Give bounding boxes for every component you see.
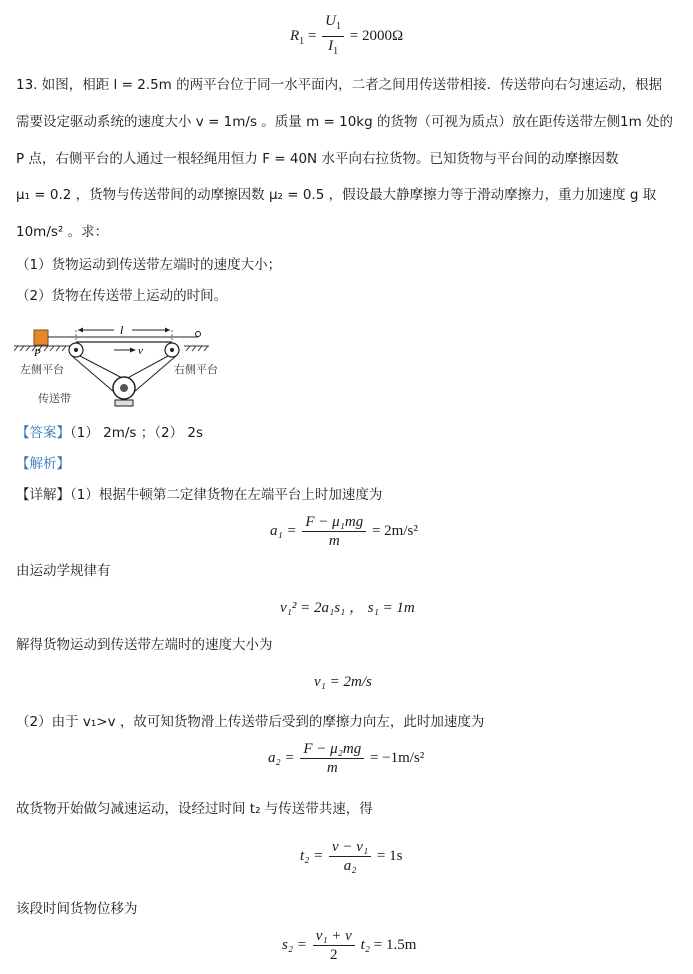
top-eq-fraction xyxy=(322,12,344,61)
eq6-mid: t₂ xyxy=(360,936,370,953)
eq5-den: a₂ xyxy=(343,858,357,874)
top-eq-num: U xyxy=(325,13,336,29)
top-eq-lhs: R xyxy=(290,27,300,44)
equation-2: v₁² = 2a₁s₁ ， s₁ = 1m xyxy=(280,600,415,616)
equation-1 xyxy=(270,513,418,550)
detail-line-5: 故货物开始做匀减速运动，设经过时间 t₂ 与传送带共速，得 xyxy=(16,801,373,817)
top-equation: $R_1$ = $\frac{U_1}{I_1}$ = 2000Ω xyxy=(290,12,403,61)
problem-line-4: μ₁ = 0.2 ，货物与传送带间的动摩擦因数 μ₂ = 0.5 ，假设最大静摩擦力等于滑动摩擦力，重力加速度 g 取 xyxy=(16,187,657,203)
answer-text: （1） 2m/s ；（2） 2s xyxy=(70,425,203,441)
eq5-fraction xyxy=(329,838,371,875)
eq5-rhs: = 1s xyxy=(376,847,403,864)
top-eq-result: = 2000Ω xyxy=(349,27,404,44)
equation-6 xyxy=(282,927,416,964)
eq4-rhs: = −1m/s² xyxy=(369,749,425,766)
problem-line-3: P 点，右侧平台的人通过一根轻绳用恒力 F = 40N 水平向右拉货物。已知货物与平台间的动摩擦因数 xyxy=(16,151,619,167)
equation-3: v₁ = 2m/s xyxy=(314,674,372,690)
top-eq-den-sub: 1 xyxy=(333,46,339,57)
label-right-platform: 右侧平台 xyxy=(174,363,218,376)
left-platform-surface xyxy=(14,346,74,351)
question-2: （2）货物在传送带上运动的时间。 xyxy=(16,288,228,304)
eq6-lhs: s₂ = xyxy=(282,936,307,953)
equation-5 xyxy=(300,838,402,875)
eq6-num: v₁ + v xyxy=(313,927,355,946)
equation-4 xyxy=(268,740,424,777)
eq6-fraction xyxy=(313,927,355,964)
detail-text-1: （1）根据牛顿第二定律货物在左端平台上时加速度为 xyxy=(70,487,383,503)
question-1: （1）货物运动到传送带左端时的速度大小； xyxy=(16,257,282,273)
label-p: P xyxy=(34,347,41,359)
top-eq-num-sub: 1 xyxy=(335,21,341,32)
eq4-num: F − μ₂mg xyxy=(300,740,364,759)
eq4-den: m xyxy=(326,760,338,776)
problem-line-1: 13. 如图，相距 l = 2.5m 的两平台位于同一水平面内，二者之间用传送带相接．传送带向右匀速运动，根据 xyxy=(16,77,663,93)
eq5-lhs: t₂ = xyxy=(300,847,324,864)
top-eq-den: I xyxy=(328,38,334,54)
right-platform-surface xyxy=(184,346,209,351)
detail-line-6: 该段时间货物位移为 xyxy=(16,901,138,917)
label-left-platform: 左侧平台 xyxy=(20,363,64,376)
top-eq-lhs-sub: 1 xyxy=(299,35,305,47)
problem-line-5: 10m/s² 。求： xyxy=(16,224,109,240)
conveyor-diagram xyxy=(14,322,244,414)
drive-base xyxy=(115,400,133,406)
analysis-line xyxy=(16,455,70,473)
eq1-lhs: a₁ = xyxy=(270,522,297,539)
label-v: v xyxy=(138,345,143,357)
detail-line-4: （2）由于 v₁>v ，故可知货物滑上传送带后受到的摩擦力向左，此时加速度为 xyxy=(16,714,485,730)
eq4-lhs: a₂ = xyxy=(268,749,295,766)
detail-line-2: 由运动学规律有 xyxy=(16,563,111,579)
eq5-num: v − v₁ xyxy=(329,838,371,857)
detail-tag: 【详解】 xyxy=(16,487,70,503)
eq6-den: 2 xyxy=(330,947,338,963)
problem-line-2: 需要设定驱动系统的速度大小 v = 1m/s 。质量 m = 10kg 的货物（可视为质点）放在距传送带左侧1m 处的 xyxy=(16,114,674,130)
eq1-rhs: = 2m/s² xyxy=(371,522,418,539)
label-l: l xyxy=(120,323,124,337)
detail-line-3: 解得货物运动到传送带左端时的速度大小为 xyxy=(16,637,273,653)
detail-line-1 xyxy=(16,486,382,504)
eq1-den: m xyxy=(328,533,340,549)
eq1-num: F − μ₁mg xyxy=(302,513,366,532)
eq4-fraction xyxy=(300,740,364,777)
answer-line xyxy=(16,424,203,442)
analysis-tag: 【解析】 xyxy=(16,456,70,472)
label-belt: 传送带 xyxy=(38,392,71,405)
answer-tag: 【答案】 xyxy=(16,425,70,441)
cargo-box xyxy=(34,330,48,345)
eq1-fraction xyxy=(302,513,366,550)
eq6-rhs: = 1.5m xyxy=(373,936,417,953)
